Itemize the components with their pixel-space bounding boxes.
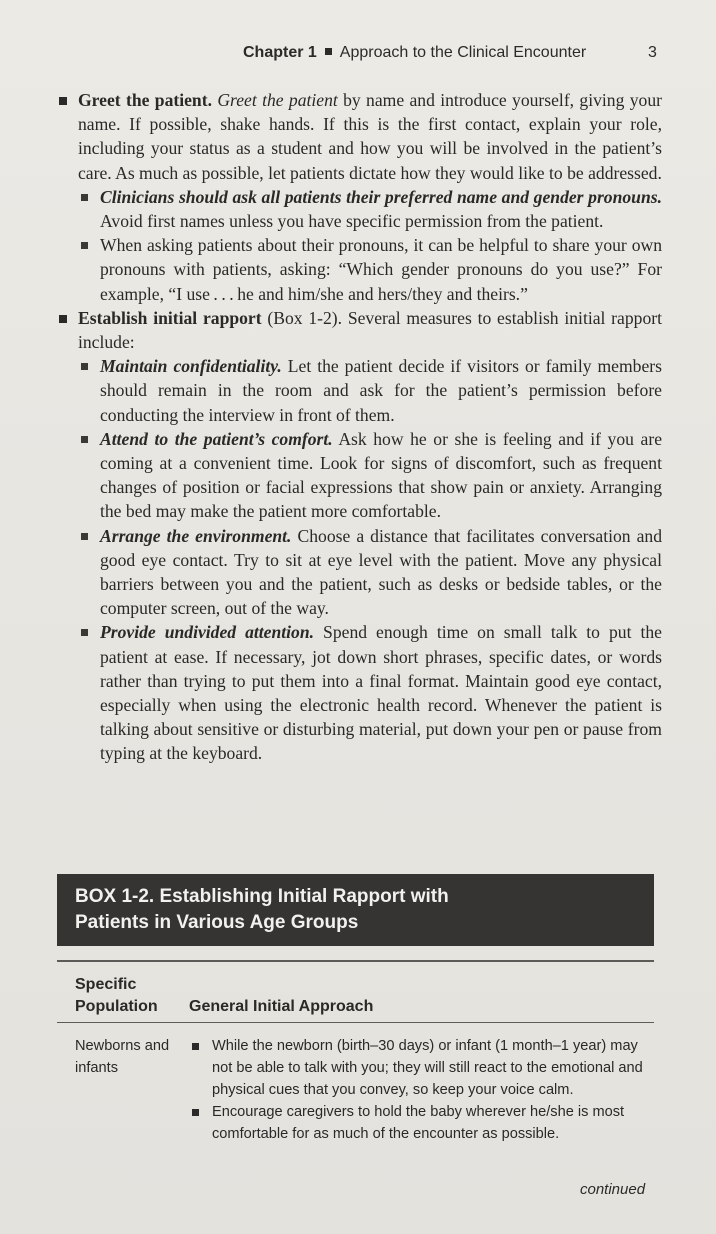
column-header-approach: General Initial Approach [189,998,374,1015]
list-item-pronouns [56,185,662,233]
item-lead: Establish initial rapport [78,307,262,328]
square-bullet-icon [59,315,67,323]
list-item-environment [56,524,662,621]
header-divider [57,1022,654,1023]
box-title-line-2: Patients in Various Age Groups [75,912,359,933]
item-text: When asking patients about their pronouns, it can be helpful to share your own pronouns with patients, asking: “Which gender pronouns do you use?” For example, “I use . . . he and him/she and hers/they and theirs.” [100,235,662,304]
list-item-asking-pronouns [56,233,662,306]
square-bullet-icon [81,242,88,249]
list-item-comfort [56,427,662,524]
column-header-population [75,974,185,1018]
item-lead: Maintain confidentiality. [100,356,282,377]
separator-square-icon [325,48,332,55]
running-head [243,44,663,62]
list-item-confidentiality [56,354,662,427]
continued-label: continued [580,1181,646,1198]
square-bullet-icon [81,533,88,540]
item-text: (Box 1-2). Several measures to establish initial rapport include: [78,307,662,353]
list-item-rapport [56,306,662,354]
box-title-line-1: BOX 1-2. Establishing Initial Rapport with [75,886,449,907]
square-bullet-icon [81,194,88,201]
square-bullet-icon [192,1043,199,1050]
body-text [56,88,662,766]
square-bullet-icon [81,363,88,370]
item-lead: Clinicians should ask all patients their preferred name and gender pronouns. [100,186,662,207]
column-header-population-line-1: Specific [75,976,137,993]
list-item-greet [56,88,662,185]
column-header-population-line-2: Population [75,998,158,1015]
item-lead: Attend to the patient’s comfort. [100,428,333,449]
row-approach [192,1035,654,1145]
box-title [57,874,654,946]
square-bullet-icon [81,629,88,636]
item-lead: Provide undivided attention. [100,622,315,643]
chapter-label: Chapter 1 [243,44,317,61]
square-bullet-icon [192,1109,199,1116]
table-row [57,1035,654,1145]
item-text: Avoid first names unless you have specific permission from the patient. [100,211,604,232]
box-1-2 [57,874,654,1145]
approach-item [192,1101,654,1145]
item-text: Choose a distance that facilitates conversation and good eye contact. Try to sit at eye level with the patient. Move any physical barriers between you and the patient, such as desks or bedside tables, or the computer screen, out of the way. [100,525,662,619]
page-number: 3 [648,44,657,61]
item-text: by name and introduce yourself, giving your name. If possible, shake hands. If this is the first contact, explain your role, including your status as a student and how you will be involved in the patient’s care. As much as possible, let patients dictate how they would like to be addressed. [78,90,662,183]
item-lead: Greet the patient. [78,90,212,110]
approach-item-text: Encourage caregivers to hold the baby wherever he/she is most comfortable for as much of the encounter as possible. [212,1104,625,1142]
box-divider [57,960,654,962]
item-text: Let the patient decide if visitors or family members should remain in the room and ask for the patient’s permission before conducting the interview in front of them. [100,356,662,425]
item-lead: Arrange the environment. [100,525,292,546]
item-lead-italic: Greet the patient [217,90,338,110]
list-item-attention [56,620,662,765]
item-text: Spend enough time on small talk to put the patient at ease. If necessary, jot down short phrases, specific dates, or words rather than trying to put them into a final format. Maintain good eye contact, especially when using the electronic health record. Whenever the patient is talking about sensitive or disturbing material, put down your pen or pause from typing at the keyboard. [100,622,662,764]
item-text: Ask how he or she is feeling and if you are coming at a convenient time. Look for signs of discomfort, such as frequent changes of position or facial expressions that show pain or anxiety. Arranging the bed may make the patient more comfortable. [100,428,662,522]
approach-item [192,1035,654,1101]
square-bullet-icon [81,436,88,443]
approach-item-text: While the newborn (birth–30 days) or infant (1 month–1 year) may not be able to talk with you; they will still react to the emotional and physical cues that you convey, so keep your voice calm. [212,1038,643,1098]
chapter-title: Approach to the Clinical Encounter [339,44,587,61]
square-bullet-icon [59,97,67,105]
row-population: Newborns and infants [75,1038,170,1076]
table-header [57,972,654,1022]
